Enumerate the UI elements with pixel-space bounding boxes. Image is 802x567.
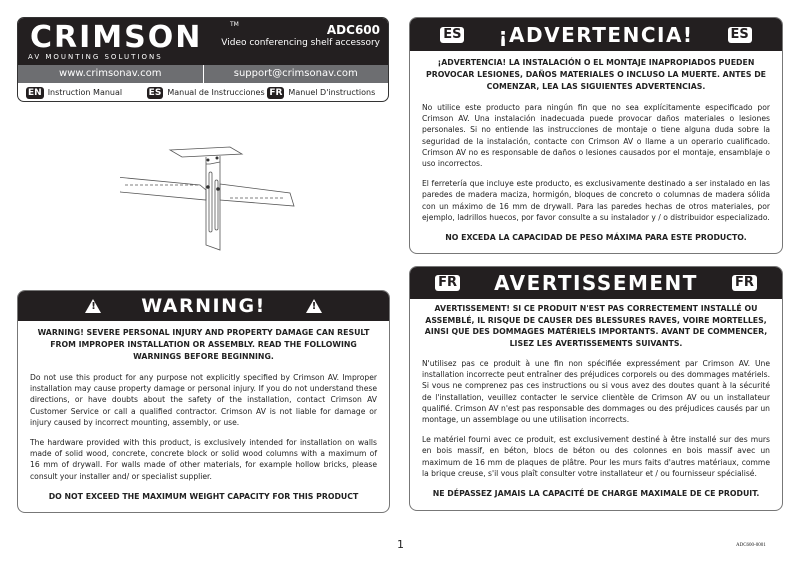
language-fr [267, 87, 388, 99]
warning-panel-es [409, 17, 783, 254]
warning-paragraph: No utilice este producto para ningún fin que no sea explícitamente especificado por Crimson AV. Una instalación inadecuada puede provocar daños materiales o lesiones personales. Si no entiende las instrucciones de montaje o tiene alguna duda sobre la seguridad de la instalación, contacte con Crimson AV o llame a un operario cualificado. Crimson AV no es responsable de daños o lesiones causados por el montaje, ensamblaje o uso incorrectos. [422, 103, 770, 169]
warning-footer: DO NOT EXCEED THE MAXIMUM WEIGHT CAPACITY FOR THIS PRODUCT [48, 491, 359, 501]
warning-body [18, 321, 389, 508]
warning-title: AVERTISSEMENT [494, 271, 698, 295]
lang-badge: EN [28, 87, 42, 98]
language-es [147, 87, 268, 99]
page-number: 1 [397, 538, 404, 551]
warning-footer: NO EXCEDA LA CAPACIDAD DE PESO MÁXIMA PARA ESTE PRODUCTO. [445, 233, 747, 243]
brand-banner [18, 18, 388, 65]
language-list [18, 83, 388, 102]
lang-label: Instruction Manual [47, 88, 123, 97]
warning-triangle-icon: ! [306, 299, 322, 313]
product-header [17, 17, 389, 102]
lang-badge: FR [435, 275, 460, 291]
trademark: TM [230, 21, 239, 28]
lang-label: Manuel D'instructions [288, 88, 376, 97]
email-link[interactable]: support@crimsonav.com [233, 68, 358, 79]
lang-label: Manual de Instrucciones [167, 88, 265, 97]
lang-badge: FR [269, 87, 283, 98]
warning-panel-en [17, 290, 390, 513]
warning-paragraph: The hardware provided with this product, is exclusively intended for installation on walls made of solid wood, concrete, concrete block or solid wood columns with a maximum of 16 mm of drywall. For walls made of other materials, for example hollow bricks, please consult your installer and/ or specialist supplier. [30, 438, 377, 481]
website-link[interactable]: www.crimsonav.com [18, 65, 204, 83]
brand-tagline: AV MOUNTING SOLUTIONS [28, 53, 163, 61]
warning-footer: NE DÉPASSEZ JAMAIS LA CAPACITÉ DE CHARGE MAXIMALE DE CE PRODUIT. [432, 489, 760, 499]
warning-panel-fr [409, 266, 783, 511]
warning-paragraph: N'utilisez pas ce produit à une fin non spécifiée expressément par Crimson AV. Une installation incorrecte peut entraîner des préjudices corporels ou des dommages matériels. Si vous ne comprenez pas ces instructions ou si vous avez des doutes quant à la sécurité de l'installation, veuillez contacter le service clientèle de Crimson AV ou un installateur qualifié. Crimson AV n'est pas responsable des dommages ou des préjudices causés par un montage, un assemblage ou une utilisation incorrects. [422, 359, 770, 425]
lang-badge: ES [148, 87, 162, 98]
lang-badge: ES [728, 27, 752, 43]
product-subtitle: Video conferencing shelf accessory [221, 38, 380, 48]
document-code: ADC600-0001 [736, 543, 766, 548]
warning-lead: ¡ADVERTENCIA! LA INSTALACIÓN O EL MONTAJE INAPROPIADOS PUEDEN PROVOCAR LESIONES, DAÑOS MATERIALES O INCLUSO LA MUERTE. ANTES DE COMENZAR, LEA LAS SIGUIENTES ADVERTENCIAS. [425, 58, 766, 91]
warning-title-bar [410, 18, 782, 51]
warning-title: WARNING! [141, 295, 266, 317]
warning-title-bar [410, 267, 782, 299]
contact-bar [18, 65, 388, 83]
warning-paragraph: Le matériel fourni avec ce produit, est exclusivement destiné à être installé sur des murs en bois massif, en béton, blocs de béton ou des colonnes en bois massif avec un maximum de 16 mm de plaques de plâtre. Pour les murs faits d'autres matériaux, comme la brique creuse, s'il vous plaît consulter votre installateur et / ou fournisseur spécialisé. [422, 435, 770, 478]
lang-badge: ES [440, 27, 464, 43]
warning-lead: WARNING! SEVERE PERSONAL INJURY AND PROPERTY DAMAGE CAN RESULT FROM IMPROPER INSTALLATION OR ASSEMBLY. READ THE FOLLOWING WARNINGS BEFORE BEGINNING. [37, 328, 370, 361]
warning-body [410, 299, 782, 505]
brand-logo: CRIMSON [30, 20, 203, 55]
warning-title-bar [18, 291, 389, 321]
lang-badge: FR [732, 275, 757, 291]
warning-paragraph: Do not use this product for any purpose not explicitly specified by Crimson AV. Improper installation may cause property damage or personal injury. If you do not understand these directions, or have doubts about the safety of the installation, contact Crimson AV Customer Service or call a qualified contractor. Crimson AV is not liable for damage or injury caused by incorrect mounting, assembly, or use. [30, 373, 377, 427]
warning-paragraph: El ferretería que incluye este producto, es exclusivamente destinado a ser instalado en las paredes de madera maciza, hormigón, bloques de concreto o columnas de madera sólida con un máximo de 16 mm de drywall. Para las paredes hechas de otros materiales, por ejemplo, ladrillos huecos, por favor consulte a su instalador y / o distribuidor especializado. [422, 179, 770, 222]
warning-title: ¡ADVERTENCIA! [498, 22, 694, 47]
warning-triangle-icon: ! [85, 299, 101, 313]
warning-lead: AVERTISSEMENT! SI CE PRODUIT N'EST PAS CORRECTEMENT INSTALLÉ OU ASSEMBLÉ, IL RISQUE DE CAUSER DES BLESSURES RAVES, VOIRE MORTELLES, AINSI QUE DES DOMMAGES MATÉRIELS IMPORTANTS. AVANT DE COMMENCER, LISEZ LES AVERTISSEMENTS SUIVANTS. [424, 304, 768, 348]
language-en [26, 87, 147, 99]
bracket-illustration [120, 140, 300, 260]
warning-body [410, 51, 782, 249]
model-number: ADC600 [326, 23, 380, 37]
